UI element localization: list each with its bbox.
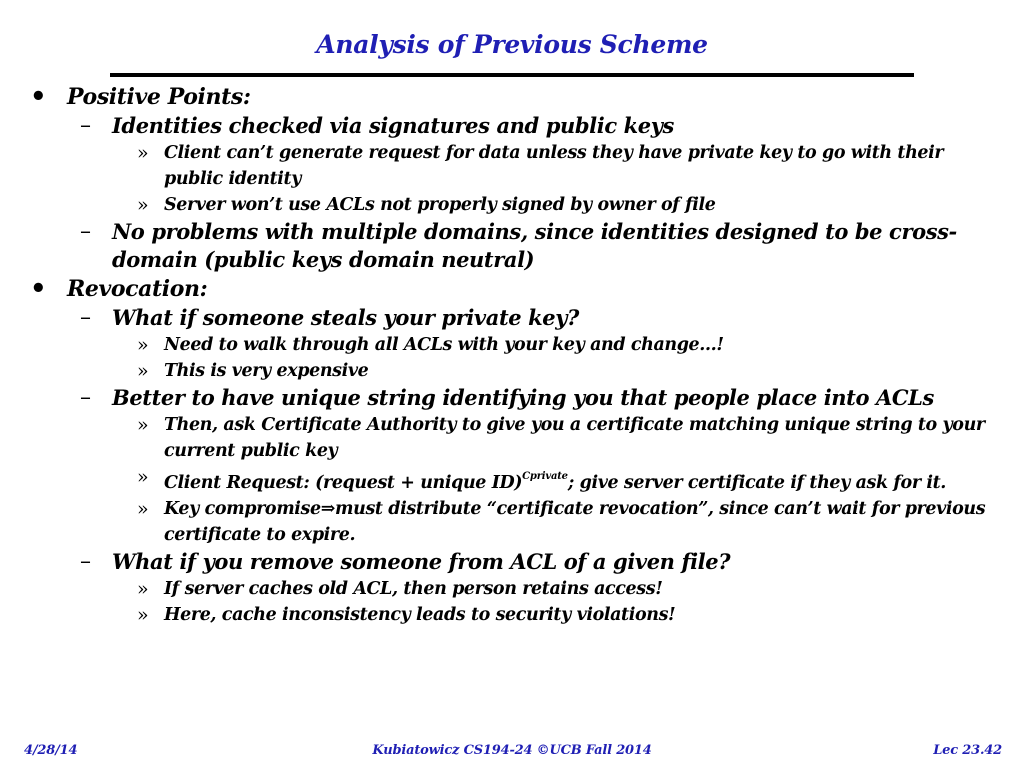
sub-bullet-text: No problems with multiple domains, since identities designed to be cross-domain (public keys domain neutral) xyxy=(112,219,957,272)
bullet-text: Positive Points: xyxy=(67,84,251,110)
sub-bullet-stolen-key xyxy=(0,304,1024,332)
chevron-right-icon: » xyxy=(137,194,149,216)
dash-icon: – xyxy=(80,113,91,138)
point-key-compromise xyxy=(0,496,1024,548)
footer-course: Kubiatowicz CS194-24 ©UCB Fall 2014 xyxy=(372,743,652,758)
dash-icon: – xyxy=(80,385,91,410)
chevron-right-icon: » xyxy=(137,142,149,164)
chevron-right-icon: » xyxy=(137,466,149,488)
point-client-private-key xyxy=(0,140,1024,192)
chevron-right-icon: » xyxy=(137,360,149,382)
bullet-text: Revocation: xyxy=(67,276,208,302)
point-certificate-authority xyxy=(0,412,1024,464)
point-text: This is very expensive xyxy=(164,361,369,381)
point-client-request xyxy=(0,464,1024,496)
sub-bullet-identities xyxy=(0,112,1024,140)
sub-bullet-multiple-domains xyxy=(0,218,1024,274)
chevron-right-icon: » xyxy=(137,604,149,626)
chevron-right-icon: » xyxy=(137,578,149,600)
point-text: If server caches old ACL, then person retains access! xyxy=(164,579,663,599)
bullet-positive-points xyxy=(0,82,1024,112)
point-server-caches xyxy=(0,576,1024,602)
footer-lecture-number: Lec 23.42 xyxy=(933,743,1002,758)
chevron-right-icon: » xyxy=(137,414,149,436)
point-text: Need to walk through all ACLs with your key and change…! xyxy=(164,335,724,355)
sub-bullet-text: What if someone steals your private key? xyxy=(112,305,579,330)
point-server-acls xyxy=(0,192,1024,218)
point-text: Server won’t use ACLs not properly signed by owner of file xyxy=(164,195,716,215)
dash-icon: – xyxy=(80,549,91,574)
point-text: Then, ask Certificate Authority to give you a certificate matching unique string to your current public key xyxy=(164,415,985,461)
slide-content xyxy=(0,82,1024,628)
bullet-revocation xyxy=(0,274,1024,304)
dash-icon: – xyxy=(80,219,91,244)
sub-bullet-text: Better to have unique string identifying you that people place into ACLs xyxy=(112,385,934,410)
dash-icon: – xyxy=(80,305,91,330)
point-walk-acls xyxy=(0,332,1024,358)
sub-bullet-remove-from-acl xyxy=(0,548,1024,576)
bullet-dot-icon: • xyxy=(30,274,47,304)
point-text: Client can’t generate request for data unless they have private key to go with their public identity xyxy=(164,143,944,189)
sub-bullet-unique-string xyxy=(0,384,1024,412)
point-text: Here, cache inconsistency leads to security violations! xyxy=(164,605,676,625)
point-cache-inconsistency xyxy=(0,602,1024,628)
point-text: Key compromise⇒must distribute “certificate revocation”, since can’t wait for previous certificate to expire. xyxy=(164,499,986,545)
superscript-cprivate: Cprivate xyxy=(522,471,568,482)
title-divider xyxy=(110,73,914,77)
bullet-dot-icon: • xyxy=(30,82,47,112)
slide-title: Analysis of Previous Scheme xyxy=(316,30,708,59)
chevron-right-icon: » xyxy=(137,334,149,356)
point-text: Client Request: (request + unique ID) xyxy=(164,473,523,493)
sub-bullet-text: Identities checked via signatures and public keys xyxy=(112,113,674,138)
chevron-right-icon: » xyxy=(137,498,149,520)
point-expensive xyxy=(0,358,1024,384)
point-text-continued: ; give server certificate if they ask for it. xyxy=(567,473,946,493)
sub-bullet-text: What if you remove someone from ACL of a given file? xyxy=(112,549,731,574)
footer-date: 4/28/14 xyxy=(24,743,78,758)
